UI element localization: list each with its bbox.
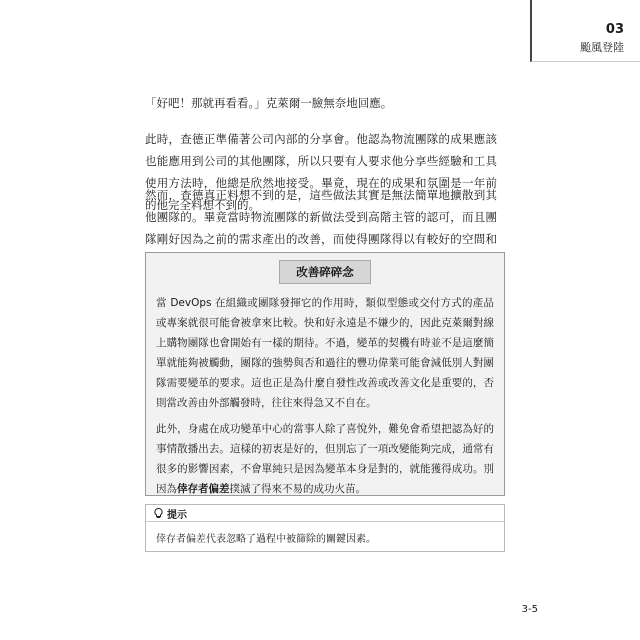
chapter-title: 颱風登陸 xyxy=(580,41,624,54)
survivorship-bias-term: 倖存者偏差 xyxy=(177,483,230,495)
box-body xyxy=(156,293,494,505)
chapter-number: 03 xyxy=(605,22,624,37)
paragraph-1: 「好吧！那就再看看。」克萊爾一臉無奈地回應。 xyxy=(145,96,393,110)
paragraph-3: 然而，查德真正料想不到的是，這些做法其實是無法簡單地擴散到其他團隊的。畢竟當時物流團隊的新做法受到高階主管的認可，而且團隊剛好因為之前的需求產出的改善，而使得團隊得以有較好的空間和 xyxy=(145,188,497,246)
box-paragraph-2-end: 撲滅了得來不易的成功火苗。 xyxy=(229,483,366,495)
page-number: 3-5 xyxy=(521,604,538,615)
box-title: 改善碎碎念 xyxy=(279,260,371,284)
tip-label: 提示 xyxy=(167,509,187,521)
box-paragraph-2 xyxy=(156,419,494,499)
tip-box xyxy=(145,504,505,552)
sidebar-box xyxy=(145,252,505,496)
box-paragraph-2-text: 此外，身處在成功變革中心的當事人除了喜悅外，難免會希望把認為好的事情散播出去。這樣的初衷是好的，但別忘了一項改變能夠完成，通常有很多的影響因素，不會單純只是因為變革本身是對的，就能獲得成功。別因為 xyxy=(156,423,494,495)
lightbulb-icon xyxy=(154,504,163,523)
paragraph-2: 此時，查德正準備著公司內部的分享會。他認為物流團隊的成果應該也能應用到公司的其他團隊，所以只要有人要求他分享些經驗和工具使用方法時，他總是欣然地接受。畢竟，現在的成果和氛圍是一年前的他完全料想不到的。 xyxy=(145,132,497,212)
chapter-tab xyxy=(530,0,640,62)
box-paragraph-1: 當 DevOps 在組織或團隊發揮它的作用時，類似型態或交付方式的產品或專案就很可能會被拿來比較。快和好永遠是不嫌少的，因此克萊爾對線上購物團隊也會開始有一樣的期待。不過，變革的契機有時並不是這麼簡單就能夠被觸動，團隊的強勢與否和過往的豐功偉業可能會減低別人對團隊需要變革的要求。這也正是為什麼自發性改善或改善文化是重要的，否則當改善由外部觸發時，往往來得急又不自在。 xyxy=(156,297,494,409)
tip-header xyxy=(146,505,504,522)
tip-text: 倖存者偏差代表忽略了過程中被篩除的關鍵因素。 xyxy=(156,534,376,545)
